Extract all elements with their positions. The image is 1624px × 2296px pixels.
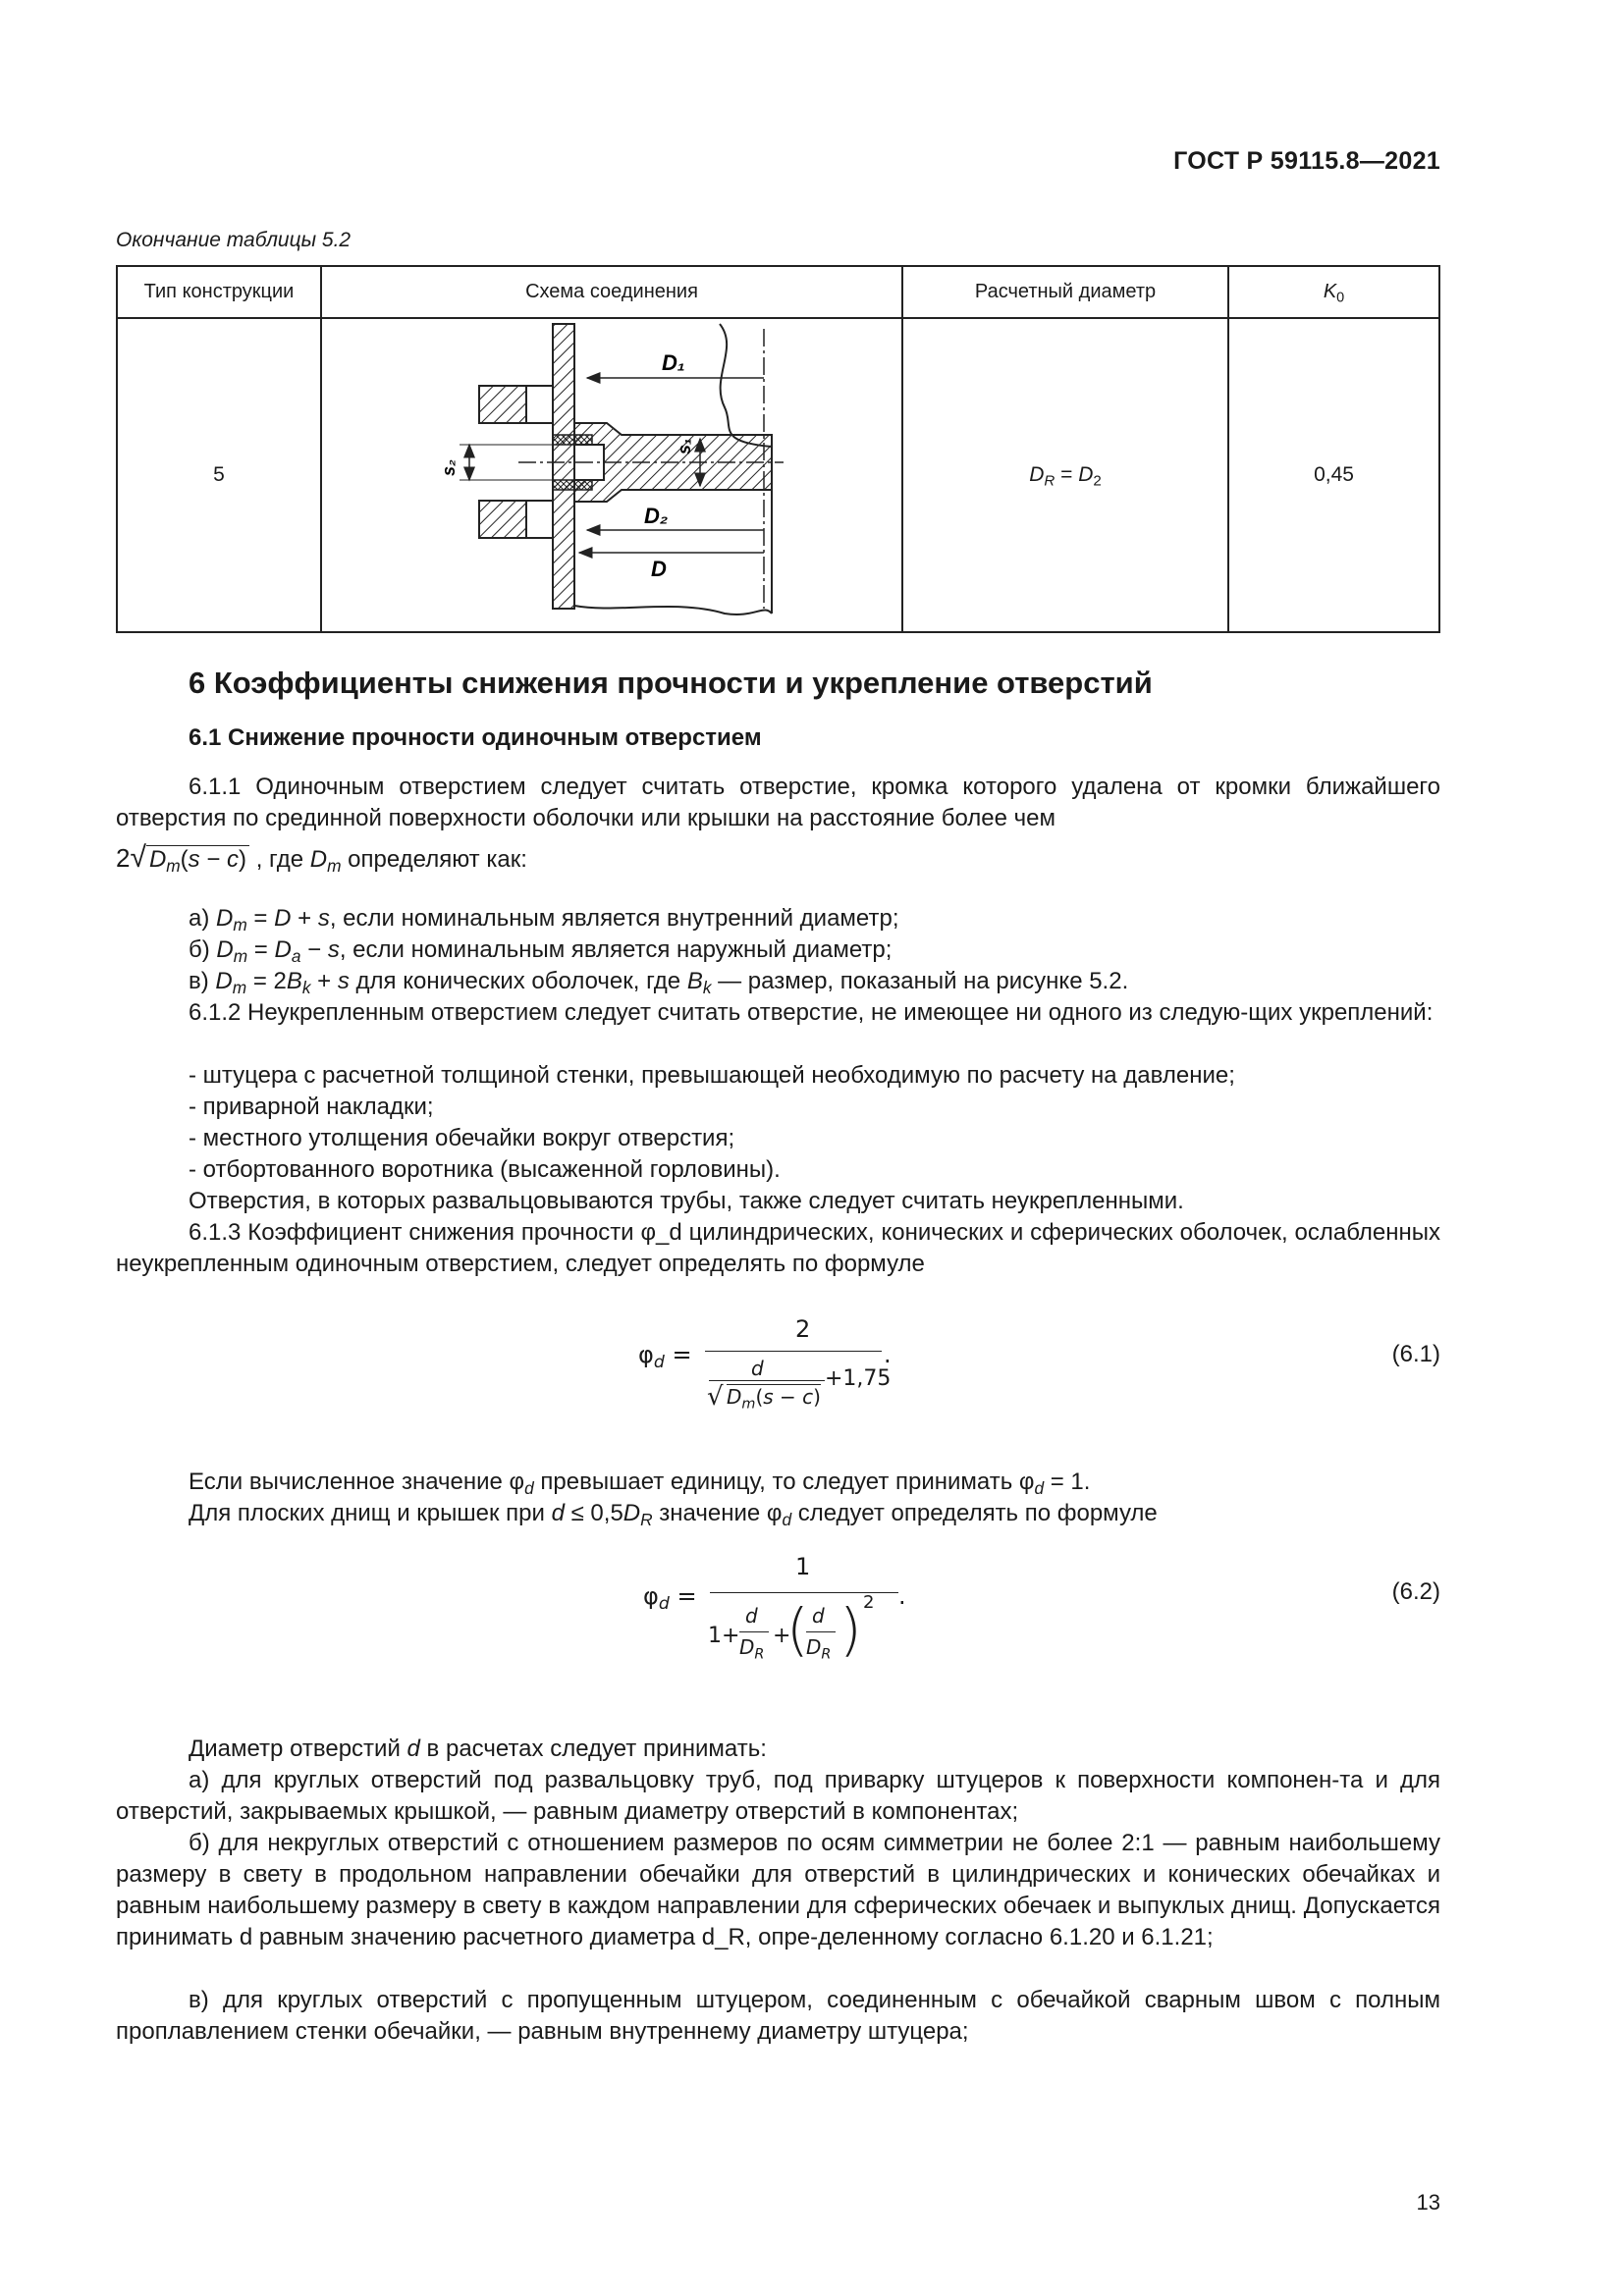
- table-5-2: [116, 265, 1440, 633]
- cell-k0: 0,45: [1228, 318, 1439, 632]
- paragraph-diameter: Диаметр отверстий d в расчетах следует принимать:: [189, 1735, 767, 1762]
- item-a: а) для круглых отверстий под развальцовку труб, под приварку штуцеров к поверхности компонен-та и для отверстий, закрываемых крышкой, — равным диаметру отверстий в компонентах;: [116, 1767, 1440, 1825]
- list-item-b: б) $D_m = D_a - s$, если номинальным является наружный диаметр;: [189, 936, 893, 967]
- paragraph-tubes: Отверстия, в которых развальцовываются трубы, также следует считать неукрепленными.: [189, 1188, 1184, 1214]
- bullet-1: - штуцера с расчетной толщиной стенки, превышающей необходимую по расчету на давление;: [189, 1062, 1235, 1089]
- bullet-4: - отбортованного воротника (высаженной горловины).: [189, 1156, 781, 1183]
- paragraph-flat-heads: Для плоских днищ и крышек при $d \le 0,5D_R$ значение $\varphi_d$ следует определять по формуле: [189, 1500, 1158, 1530]
- paragraph-6-1-2: 6.1.2 Неукрепленным отверстием следует считать отверстие, не имеющее ни одного из следую-щих укреплений:: [189, 999, 1434, 1026]
- label-s1: s₁: [675, 438, 694, 454]
- list-item-a: а) $D_m = D + s$, если номинальным является внутренний диаметр;: [189, 905, 899, 935]
- header-scheme: Схема соединения: [321, 266, 902, 318]
- page-number: 13: [1416, 2190, 1440, 2215]
- section-title: 6 Коэффициенты снижения прочности и укрепление отверстий: [189, 666, 1153, 700]
- label-s2: s₂: [439, 459, 459, 476]
- label-d1: D₁: [662, 350, 685, 375]
- item-b: б) для некруглых отверстий с отношением размеров по осям симметрии не более 2:1 — равным наибольшему размеру в свету в продольном направлении обечайки для отверстий в цилиндрических и конических обечайках и равным наибольшему размеру в свету в каждом направлении для сферических обечаек и выпуклых днищ. Допускается принимать d равным значению расчетного диаметра d_R, опре-деленному согласно 6.1.20 и 6.1.21;: [116, 1830, 1440, 1950]
- header-k0: $K_0$: [1228, 266, 1439, 318]
- bullet-3: - местного утолщения обечайки вокруг отверстия;: [189, 1125, 735, 1151]
- equation-number-6-2: (6.2): [1391, 1578, 1440, 1605]
- paragraph-if-exceeds: Если вычисленное значение $\varphi_d$ превышает единицу, то следует принимать $\varphi_d = 1$.: [189, 1468, 1091, 1499]
- cell-scheme: [321, 318, 902, 632]
- connection-diagram: [322, 319, 901, 625]
- bullet-2: - приварной накладки;: [189, 1094, 434, 1120]
- label-d2: D₂: [644, 504, 669, 528]
- header-type: Тип конструкции: [117, 266, 321, 318]
- table-caption: Окончание таблицы 5.2: [116, 229, 352, 251]
- paragraph-6-1-3: 6.1.3 Коэффициент снижения прочности φ_d цилиндрических, конических и сферических оболочек, ослабленных неукрепленным одиночным отверстием, следует определять по формуле: [116, 1219, 1440, 1277]
- equation-number-6-1: (6.1): [1391, 1341, 1440, 1367]
- document-id: ГОСТ Р 59115.8—2021: [1173, 147, 1440, 175]
- label-d: D: [651, 557, 667, 581]
- equation-6-2: $\varphi_d$ = 1 . 1+ d $D_R$ + ( d $D_R$ ) 2: [643, 1553, 906, 1663]
- header-diameter: Расчетный диаметр: [902, 266, 1228, 318]
- formula-2sqrt: 2√ $D_m(s - c)$ , где $D_m$ определяют как:: [116, 841, 527, 877]
- cell-diameter: $D_R = D_2$: [902, 318, 1228, 632]
- list-item-c: в) $D_m = 2B_k + s$ для конических оболочек, где $B_k$ — размер, показаный на рисунке 5.2.: [189, 968, 1129, 998]
- item-c: в) для круглых отверстий с пропущенным штуцером, соединенным с обечайкой сварным швом с полным проплавлением стенки обечайки, — равным внутреннему диаметру штуцера;: [116, 1987, 1440, 2045]
- cell-type: 5: [117, 318, 321, 632]
- equation-6-1: $\varphi_d$ = 2 . d √ $D_m(s - c)$ +1,75: [638, 1315, 892, 1413]
- subsection-title: 6.1 Снижение прочности одиночным отверстием: [189, 724, 762, 751]
- paragraph-6-1-1: 6.1.1 Одиночным отверстием следует считать отверстие, кромка которого удалена от кромки ближайшего отверстия по срединной поверхности оболочки или крышки на расстояние более чем: [116, 774, 1440, 831]
